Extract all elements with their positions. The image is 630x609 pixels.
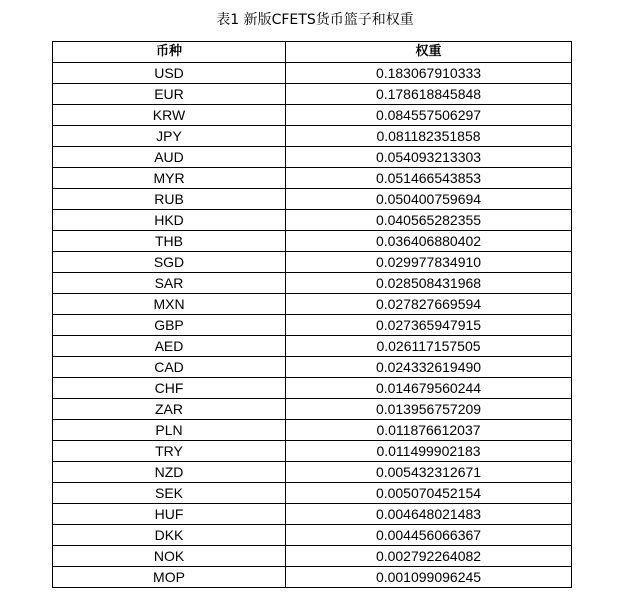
table-row — [53, 462, 572, 483]
weight-cell: 0.027827669594 — [286, 294, 572, 315]
table-row — [53, 483, 572, 504]
header-currency: 币种 — [53, 42, 286, 63]
weight-cell: 0.084557506297 — [286, 105, 572, 126]
currency-cell: PLN — [53, 420, 286, 441]
currency-cell: CAD — [53, 357, 286, 378]
table-row — [53, 273, 572, 294]
table-row — [53, 231, 572, 252]
weight-cell: 0.005432312671 — [286, 462, 572, 483]
table-row — [53, 210, 572, 231]
currency-cell: KRW — [53, 105, 286, 126]
weight-cell: 0.011876612037 — [286, 420, 572, 441]
currency-cell: TRY — [53, 441, 286, 462]
currency-cell: SAR — [53, 273, 286, 294]
weight-cell: 0.178618845848 — [286, 84, 572, 105]
weight-cell: 0.001099096245 — [286, 567, 572, 588]
weight-cell: 0.183067910333 — [286, 63, 572, 84]
currency-cell: EUR — [53, 84, 286, 105]
weight-cell: 0.004456066367 — [286, 525, 572, 546]
currency-cell: RUB — [53, 189, 286, 210]
weight-cell: 0.081182351858 — [286, 126, 572, 147]
weight-cell: 0.054093213303 — [286, 147, 572, 168]
table-row — [53, 504, 572, 525]
currency-cell: NZD — [53, 462, 286, 483]
table-row — [53, 357, 572, 378]
table-row — [53, 567, 572, 588]
weight-cell: 0.036406880402 — [286, 231, 572, 252]
table-row — [53, 189, 572, 210]
weight-cell: 0.011499902183 — [286, 441, 572, 462]
table-row — [53, 546, 572, 567]
weight-cell: 0.029977834910 — [286, 252, 572, 273]
table-row — [53, 105, 572, 126]
weight-cell: 0.004648021483 — [286, 504, 572, 525]
currency-cell: HUF — [53, 504, 286, 525]
weight-cell: 0.027365947915 — [286, 315, 572, 336]
weight-cell: 0.005070452154 — [286, 483, 572, 504]
currency-cell: THB — [53, 231, 286, 252]
table-row — [53, 147, 572, 168]
currency-cell: AED — [53, 336, 286, 357]
table-row — [53, 336, 572, 357]
weight-cell: 0.014679560244 — [286, 378, 572, 399]
table-header-row — [53, 42, 572, 63]
weight-cell: 0.026117157505 — [286, 336, 572, 357]
currency-cell: SGD — [53, 252, 286, 273]
weight-cell: 0.040565282355 — [286, 210, 572, 231]
weight-cell: 0.050400759694 — [286, 189, 572, 210]
table-row — [53, 378, 572, 399]
table-body — [53, 63, 572, 588]
table-row — [53, 315, 572, 336]
table-row — [53, 252, 572, 273]
currency-cell: MXN — [53, 294, 286, 315]
currency-cell: DKK — [53, 525, 286, 546]
currency-cell: HKD — [53, 210, 286, 231]
currency-cell: AUD — [53, 147, 286, 168]
currency-cell: MYR — [53, 168, 286, 189]
currency-cell: USD — [53, 63, 286, 84]
weight-cell: 0.028508431968 — [286, 273, 572, 294]
currency-weight-table — [52, 41, 572, 588]
currency-cell: GBP — [53, 315, 286, 336]
currency-cell: ZAR — [53, 399, 286, 420]
table-row — [53, 399, 572, 420]
weight-cell: 0.002792264082 — [286, 546, 572, 567]
table-row — [53, 294, 572, 315]
weight-cell: 0.024332619490 — [286, 357, 572, 378]
weight-cell: 0.051466543853 — [286, 168, 572, 189]
table-caption: 表1 新版CFETS货币篮子和权重 — [216, 12, 414, 28]
table-row — [53, 84, 572, 105]
table-row — [53, 63, 572, 84]
currency-cell: SEK — [53, 483, 286, 504]
currency-cell: CHF — [53, 378, 286, 399]
table-row — [53, 168, 572, 189]
currency-cell: MOP — [53, 567, 286, 588]
table-row — [53, 126, 572, 147]
weight-cell: 0.013956757209 — [286, 399, 572, 420]
header-weight: 权重 — [286, 42, 572, 63]
table-row — [53, 441, 572, 462]
currency-cell: NOK — [53, 546, 286, 567]
table-row — [53, 525, 572, 546]
currency-cell: JPY — [53, 126, 286, 147]
table-row — [53, 420, 572, 441]
